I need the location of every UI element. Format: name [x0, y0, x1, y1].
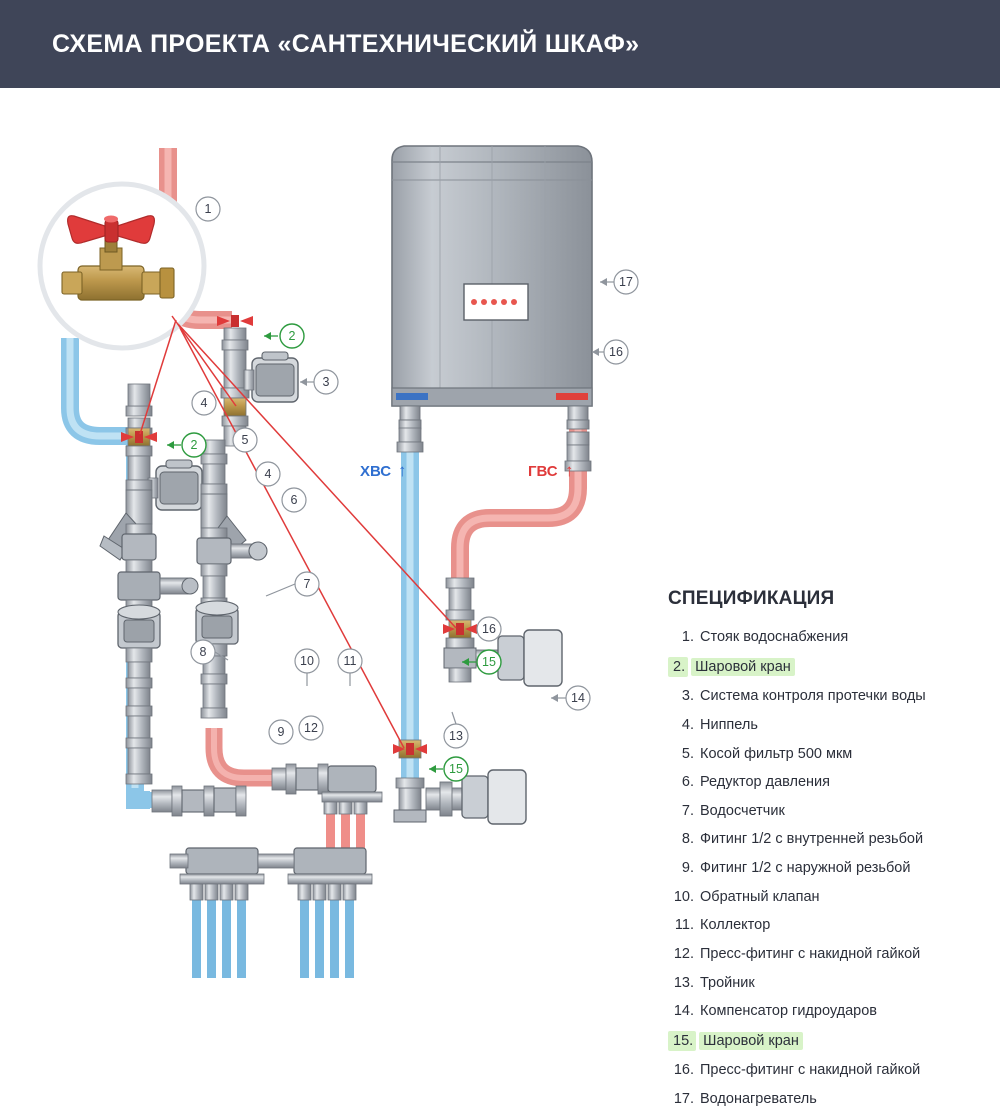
spec-item-4-num: 4.	[681, 716, 694, 733]
spec-item-14	[668, 1002, 988, 1020]
page-title: СХЕМА ПРОЕКТА «САНТЕХНИЧЕСКИЙ ШКАФ»	[52, 29, 640, 58]
callout-15-upper: 15	[482, 655, 496, 669]
flow-arrow-cold: ↑	[398, 461, 407, 480]
callout-16-lower: 16	[482, 622, 496, 636]
callout-15-lower: 15	[449, 762, 463, 776]
callout-7: 7	[303, 577, 311, 591]
spec-item-15-text: Шаровой кран	[699, 1032, 803, 1050]
spec-item-12	[668, 945, 988, 963]
callout-6: 6	[290, 493, 298, 507]
spec-item-13-num: 13.	[673, 974, 694, 991]
spec-item-10	[668, 888, 988, 906]
spec-item-8-num: 8.	[681, 831, 694, 848]
spec-item-13-text: Тройник	[700, 974, 755, 991]
spec-item-10-num: 10.	[673, 888, 694, 905]
spec-item-9-num: 9.	[681, 860, 694, 876]
spec-item-7	[668, 802, 988, 820]
callout-13: 13	[449, 729, 463, 743]
callout-8: 8	[199, 645, 207, 659]
callout-5: 5	[241, 433, 249, 447]
spec-item-2-text: Шаровой кран	[691, 658, 795, 676]
callout-2-upper: 2	[288, 329, 296, 343]
spec-item-5-text: Косой фильтр 500 мкм	[700, 745, 853, 762]
callout-4-lower: 4	[264, 467, 272, 481]
callout-1: 1	[204, 202, 212, 216]
spec-item-9	[668, 859, 988, 877]
diagram-canvas	[0, 88, 1000, 1107]
spec-item-4-text: Ниппель	[700, 716, 758, 733]
spec-item-12-text: Пресс-фитинг с накидной гайкой	[700, 945, 921, 962]
spec-item-6	[668, 773, 988, 791]
spec-item-2	[668, 657, 988, 677]
callout-17: 17	[619, 275, 633, 289]
spec-item-11-num: 11.	[674, 917, 694, 934]
spec-item-1-text: Стояк водоснабжения	[700, 629, 849, 645]
spec-item-16	[668, 1061, 988, 1079]
spec-item-7-text: Водосчетчик	[700, 802, 785, 819]
callout-14: 14	[571, 691, 585, 705]
flow-label-hot: ГВС	[528, 463, 558, 480]
spec-item-15	[668, 1031, 988, 1051]
callout-11: 11	[343, 654, 357, 668]
spec-item-8	[668, 830, 988, 848]
page-header	[0, 0, 1000, 88]
callout-2-lower: 2	[190, 438, 198, 452]
specification-panel	[668, 588, 988, 1119]
specification-title: СПЕЦИФИКАЦИЯ	[668, 588, 835, 609]
spec-item-5	[668, 745, 988, 763]
specification-list	[668, 628, 988, 1108]
flow-label-cold: ХВС	[360, 463, 392, 480]
spec-item-4	[668, 716, 988, 734]
spec-item-14-text: Компенсатор гидроударов	[700, 1003, 877, 1020]
spec-item-8-text: Фитинг 1/2 с внутренней резьбой	[700, 831, 924, 848]
spec-item-1-num: 1.	[681, 629, 694, 645]
spec-item-12-num: 12.	[673, 945, 694, 962]
magnifier-ball-valve	[40, 184, 204, 348]
spec-item-11	[668, 916, 988, 934]
spec-item-15-num: 15.	[668, 1031, 696, 1051]
spec-item-11-text: Коллектор	[700, 917, 771, 934]
spec-item-6-num: 6.	[681, 774, 694, 791]
flow-arrow-hot: ↑	[565, 461, 574, 480]
spec-item-7-num: 7.	[681, 802, 694, 819]
spec-item-13	[668, 974, 988, 992]
spec-item-3-num: 3.	[681, 688, 694, 705]
spec-item-1	[668, 628, 988, 646]
spec-item-6-text: Редуктор давления	[700, 774, 831, 791]
spec-item-16-text: Пресс-фитинг с накидной гайкой	[700, 1062, 921, 1079]
spec-item-5-num: 5.	[681, 745, 694, 762]
spec-item-17-num: 17.	[673, 1091, 694, 1107]
callout-16-upper: 16	[609, 345, 623, 359]
spec-item-3-text: Система контроля протечки воды	[700, 688, 926, 705]
spec-item-3	[668, 687, 988, 705]
callout-12: 12	[304, 721, 318, 735]
spec-item-17	[668, 1090, 988, 1108]
spec-item-2-num: 2.	[668, 657, 688, 677]
callout-10: 10	[300, 654, 314, 668]
spec-item-14-num: 14.	[673, 1003, 694, 1020]
callout-4-upper: 4	[200, 396, 208, 410]
callout-3: 3	[322, 375, 330, 389]
spec-item-16-num: 16.	[673, 1062, 694, 1079]
callout-9: 9	[277, 725, 285, 739]
spec-item-10-text: Обратный клапан	[700, 888, 820, 905]
spec-item-17-text: Водонагреватель	[700, 1091, 817, 1107]
spec-item-9-text: Фитинг 1/2 с наружной резьбой	[700, 860, 911, 876]
water-heater-graphic	[392, 146, 592, 406]
